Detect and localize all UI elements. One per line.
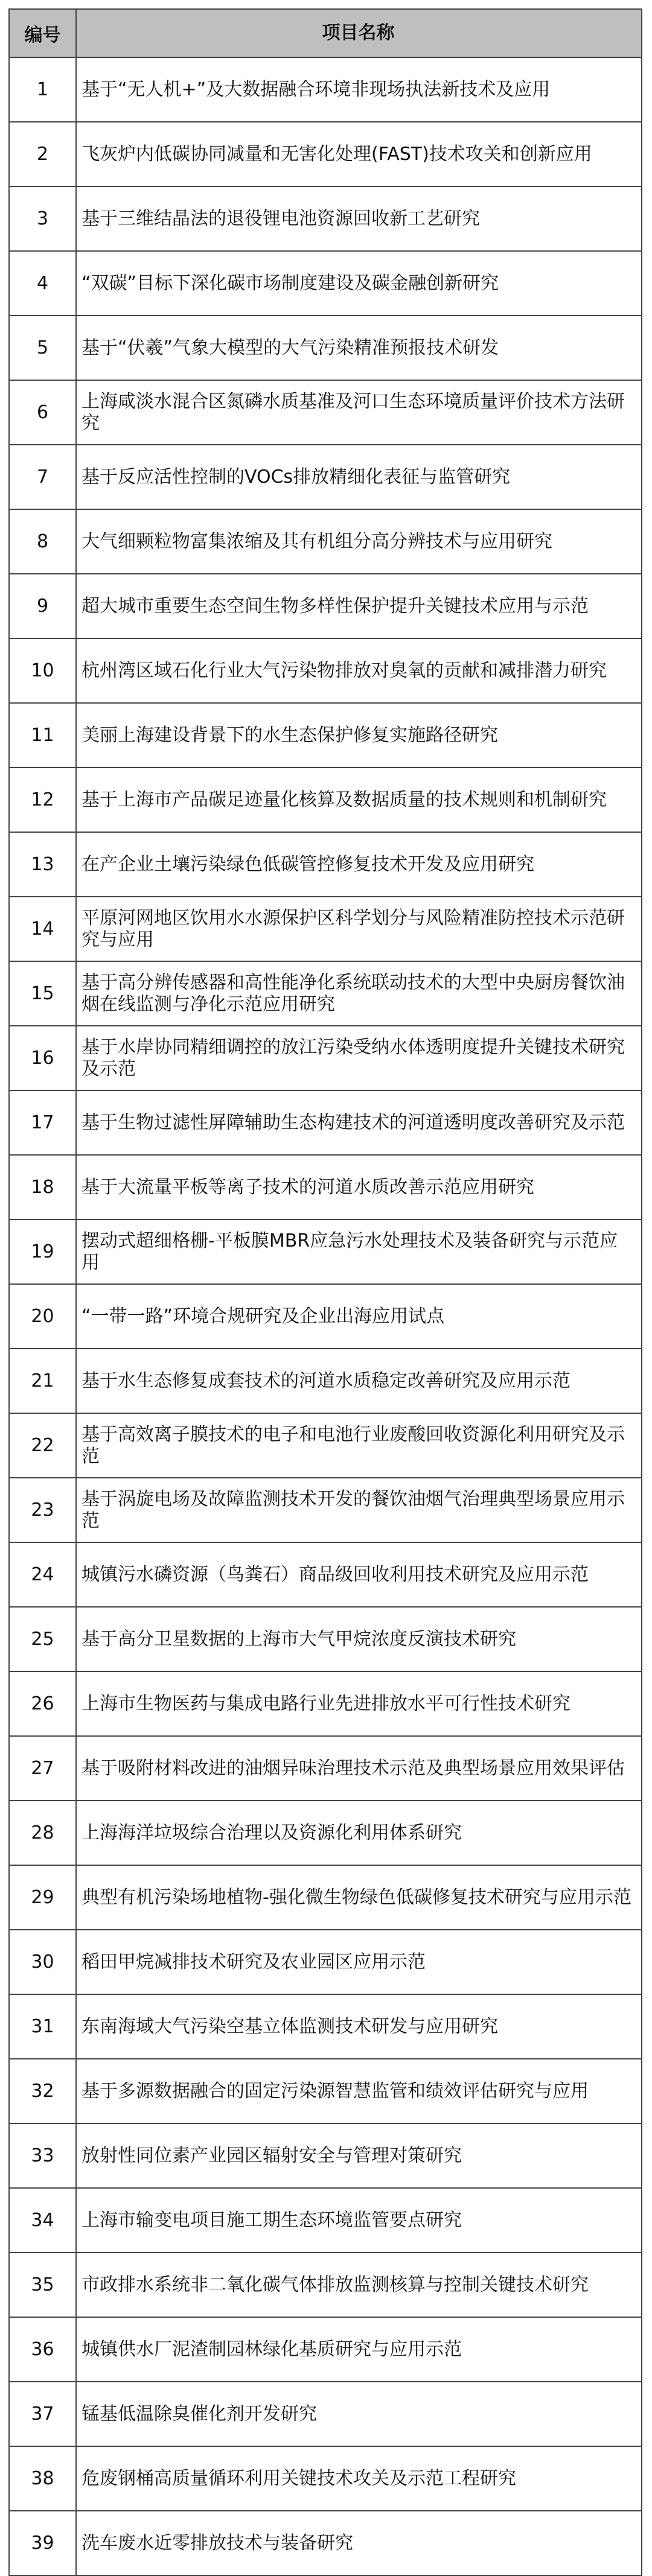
- project-name-text: 基于涡旋电场及故障监测技术开发的餐饮油烟气治理典型场景应用示范: [82, 1488, 625, 1531]
- project-name-text: 典型有机污染场地植物-强化微生物绿色低碳修复技术研究与应用示范: [82, 1886, 631, 1908]
- table-row: [10, 122, 642, 187]
- table-row: [10, 704, 642, 768]
- row-number: 14: [10, 897, 77, 961]
- table-row: [10, 252, 642, 316]
- row-number: 18: [10, 1156, 77, 1219]
- row-project-name: [77, 1026, 642, 1090]
- row-number: 17: [10, 1091, 77, 1154]
- table-row: [10, 2447, 642, 2511]
- row-project-name: [77, 1930, 642, 1994]
- table-row: [10, 1414, 642, 1478]
- table-row: [10, 1220, 642, 1285]
- project-name-text: 基于生物过滤性屏障辅助生态构建技术的河道透明度改善研究及示范: [82, 1111, 625, 1133]
- row-number: 37: [10, 2382, 77, 2446]
- row-project-name: [77, 1349, 642, 1413]
- project-name-text: 基于三维结晶法的退役锂电池资源回收新工艺研究: [82, 208, 480, 229]
- row-number: 23: [10, 1478, 77, 1542]
- row-project-name: [77, 1091, 642, 1154]
- row-project-name: [77, 833, 642, 896]
- table-row: [10, 1543, 642, 1608]
- row-project-name: [77, 1414, 642, 1477]
- row-project-name: [77, 2447, 642, 2510]
- table-row: [10, 1672, 642, 1737]
- row-project-name: [77, 1543, 642, 1606]
- row-number: 4: [10, 252, 77, 315]
- row-project-name: [77, 639, 642, 702]
- project-table: [8, 8, 642, 2576]
- table-row: [10, 381, 642, 445]
- project-name-text: 大气细颗粒物富集浓缩及其有机组分高分辨技术与应用研究: [82, 530, 552, 552]
- table-row: [10, 445, 642, 510]
- row-number: 21: [10, 1349, 77, 1413]
- table-row: [10, 1478, 642, 1543]
- project-name-text: 超大城市重要生态空间生物多样性保护提升关键技术应用与示范: [82, 595, 589, 617]
- project-name-text: 上海市输变电项目施工期生态环境监管要点研究: [82, 2209, 462, 2231]
- project-name-text: 危废钢桶高质量循环利用关键技术攻关及示范工程研究: [82, 2467, 516, 2489]
- project-name-text: 美丽上海建设背景下的水生态保护修复实施路径研究: [82, 724, 498, 746]
- project-name-text: 基于“无人机+”及大数据融合环境非现场执法新技术及应用: [82, 78, 551, 100]
- project-name-text: 城镇供水厂泥渣制园林绿化基质研究与应用示范: [82, 2338, 462, 2360]
- row-project-name: [77, 2253, 642, 2317]
- row-number: 33: [10, 2124, 77, 2187]
- table-row: [10, 1866, 642, 1930]
- row-project-name: [77, 122, 642, 186]
- row-project-name: [77, 1285, 642, 1348]
- row-number: 3: [10, 187, 77, 250]
- row-project-name: [77, 1995, 642, 2058]
- row-number: 20: [10, 1285, 77, 1348]
- project-name-text: “双碳”目标下深化碳市场制度建设及碳金融创新研究: [82, 272, 499, 294]
- project-name-text: 基于“伏羲”气象大模型的大气污染精准预报技术研发: [82, 337, 499, 358]
- table-row: [10, 2059, 642, 2124]
- table-row: [10, 1801, 642, 1866]
- project-name-text: 上海海洋垃圾综合治理以及资源化利用体系研究: [82, 1822, 462, 1843]
- project-name-text: 基于上海市产品碳足迹量化核算及数据质量的技术规则和机制研究: [82, 789, 607, 810]
- project-name-text: 洗车废水近零排放技术与装备研究: [82, 2532, 353, 2554]
- project-name-text: 基于水生态修复成套技术的河道水质稳定改善研究及应用示范: [82, 1370, 570, 1391]
- row-number: 2: [10, 122, 77, 186]
- project-name-text: 基于高分卫星数据的上海市大气甲烷浓度反演技术研究: [82, 1628, 516, 1650]
- row-project-name: [77, 187, 642, 250]
- project-name-text: 上海咸淡水混合区氮磷水质基准及河口生态环境质量评价技术方法研究: [82, 390, 625, 434]
- table-row: [10, 2511, 642, 2576]
- project-name-text: 基于高效离子膜技术的电子和电池行业废酸回收资源化利用研究及示范: [82, 1423, 625, 1467]
- row-project-name: [77, 2189, 642, 2252]
- row-number: 10: [10, 639, 77, 702]
- project-name-text: 上海市生物医药与集成电路行业先进排放水平可行性技术研究: [82, 1693, 570, 1714]
- row-project-name: [77, 1220, 642, 1283]
- table-row: [10, 1091, 642, 1156]
- table-row: [10, 2189, 642, 2253]
- project-name-text: 基于高分辨传感器和高性能净化系统联动技术的大型中央厨房餐饮油烟在线监测与净化示范应用研究: [82, 972, 625, 1015]
- project-name-text: 稻田甲烷减排技术研究及农业园区应用示范: [82, 1951, 426, 1973]
- table-row: [10, 1930, 642, 1995]
- row-number: 7: [10, 445, 77, 509]
- table-row: [10, 897, 642, 962]
- project-name-text: 平原河网地区饮用水水源保护区科学划分与风险精准防控技术示范研究与应用: [82, 907, 625, 950]
- project-name-text: 基于多源数据融合的固定污染源智慧监管和绩效评估研究与应用: [82, 2080, 589, 2102]
- row-project-name: [77, 252, 642, 315]
- row-project-name: [77, 445, 642, 509]
- row-number: 22: [10, 1414, 77, 1477]
- table-row: [10, 2318, 642, 2382]
- table-row: [10, 2253, 642, 2318]
- row-project-name: [77, 2124, 642, 2187]
- row-project-name: [77, 2511, 642, 2575]
- row-number: 19: [10, 1220, 77, 1283]
- row-number: 38: [10, 2447, 77, 2510]
- project-name-text: 城镇污水磷资源（鸟粪石）商品级回收利用技术研究及应用示范: [82, 1563, 589, 1585]
- project-name-text: 飞灰炉内低碳协同减量和无害化处理(FAST)技术攻关和创新应用: [82, 143, 592, 165]
- row-number: 29: [10, 1866, 77, 1929]
- table-row: [10, 316, 642, 381]
- row-number: 5: [10, 316, 77, 380]
- row-number: 36: [10, 2318, 77, 2381]
- table-row: [10, 962, 642, 1026]
- row-number: 30: [10, 1930, 77, 1994]
- row-number: 27: [10, 1737, 77, 1800]
- project-name-text: 放射性同位素产业园区辐射安全与管理对策研究: [82, 2145, 462, 2166]
- row-project-name: [77, 510, 642, 573]
- table-row: [10, 1349, 642, 1414]
- project-name-text: 基于水岸协同精细调控的放江污染受纳水体透明度提升关键技术研究及示范: [82, 1036, 625, 1080]
- table-row: [10, 2124, 642, 2189]
- row-number: 25: [10, 1608, 77, 1671]
- row-number: 11: [10, 704, 77, 767]
- row-project-name: [77, 316, 642, 380]
- row-number: 24: [10, 1543, 77, 1606]
- row-number: 16: [10, 1026, 77, 1090]
- table-row: [10, 1737, 642, 1801]
- project-name-text: “一带一路”环境合规研究及企业出海应用试点: [82, 1305, 445, 1327]
- row-number: 28: [10, 1801, 77, 1865]
- table-row: [10, 58, 642, 122]
- table-row: [10, 639, 642, 704]
- row-project-name: [77, 2059, 642, 2123]
- row-project-name: [77, 1672, 642, 1735]
- table-body: [10, 58, 642, 2576]
- row-number: 13: [10, 833, 77, 896]
- row-project-name: [77, 1478, 642, 1542]
- table-row: [10, 2382, 642, 2447]
- row-project-name: [77, 704, 642, 767]
- table-row: [10, 1026, 642, 1091]
- row-number: 26: [10, 1672, 77, 1735]
- table-row: [10, 574, 642, 639]
- project-name-text: 基于吸附材料改进的油烟异味治理技术示范及典型场景应用效果评估: [82, 1757, 625, 1779]
- row-project-name: [77, 1608, 642, 1671]
- row-project-name: [77, 574, 642, 638]
- project-name-text: 在产企业土壤污染绿色低碳管控修复技术开发及应用研究: [82, 853, 534, 875]
- table-row: [10, 1608, 642, 1672]
- row-number: 8: [10, 510, 77, 573]
- table-header-row: [10, 10, 642, 58]
- project-name-text: 基于大流量平板等离子技术的河道水质改善示范应用研究: [82, 1176, 534, 1198]
- row-number: 1: [10, 58, 77, 121]
- row-project-name: [77, 2382, 642, 2446]
- header-number: 编号: [10, 10, 77, 57]
- project-name-text: 摆动式超细格栅-平板膜MBR应急污水处理技术及装备研究与示范应用: [82, 1230, 618, 1273]
- project-name-text: 锰基低温除臭催化剂开发研究: [82, 2403, 317, 2425]
- header-name: 项目名称: [77, 10, 642, 57]
- row-project-name: [77, 1801, 642, 1865]
- project-name-text: 杭州湾区域石化行业大气污染物排放对臭氧的贡献和减排潜力研究: [82, 660, 607, 681]
- row-number: 34: [10, 2189, 77, 2252]
- table-row: [10, 768, 642, 833]
- table-row: [10, 187, 642, 252]
- row-number: 6: [10, 381, 77, 444]
- project-name-text: 基于反应活性控制的VOCs排放精细化表征与监管研究: [82, 466, 511, 488]
- table-row: [10, 1156, 642, 1220]
- table-row: [10, 510, 642, 574]
- project-name-text: 市政排水系统非二氧化碳气体排放监测核算与控制关键技术研究: [82, 2274, 589, 2295]
- row-project-name: [77, 897, 642, 961]
- row-project-name: [77, 768, 642, 832]
- project-name-text: 东南海域大气污染空基立体监测技术研发与应用研究: [82, 2015, 498, 2037]
- table-row: [10, 833, 642, 897]
- table-row: [10, 1995, 642, 2059]
- row-project-name: [77, 381, 642, 444]
- row-number: 31: [10, 1995, 77, 2058]
- row-project-name: [77, 1156, 642, 1219]
- row-project-name: [77, 2318, 642, 2381]
- row-project-name: [77, 58, 642, 121]
- table-row: [10, 1285, 642, 1349]
- row-project-name: [77, 962, 642, 1025]
- row-project-name: [77, 1866, 642, 1929]
- row-number: 39: [10, 2511, 77, 2575]
- row-number: 9: [10, 574, 77, 638]
- row-number: 12: [10, 768, 77, 832]
- row-number: 32: [10, 2059, 77, 2123]
- row-project-name: [77, 1737, 642, 1800]
- row-number: 15: [10, 962, 77, 1025]
- row-number: 35: [10, 2253, 77, 2317]
